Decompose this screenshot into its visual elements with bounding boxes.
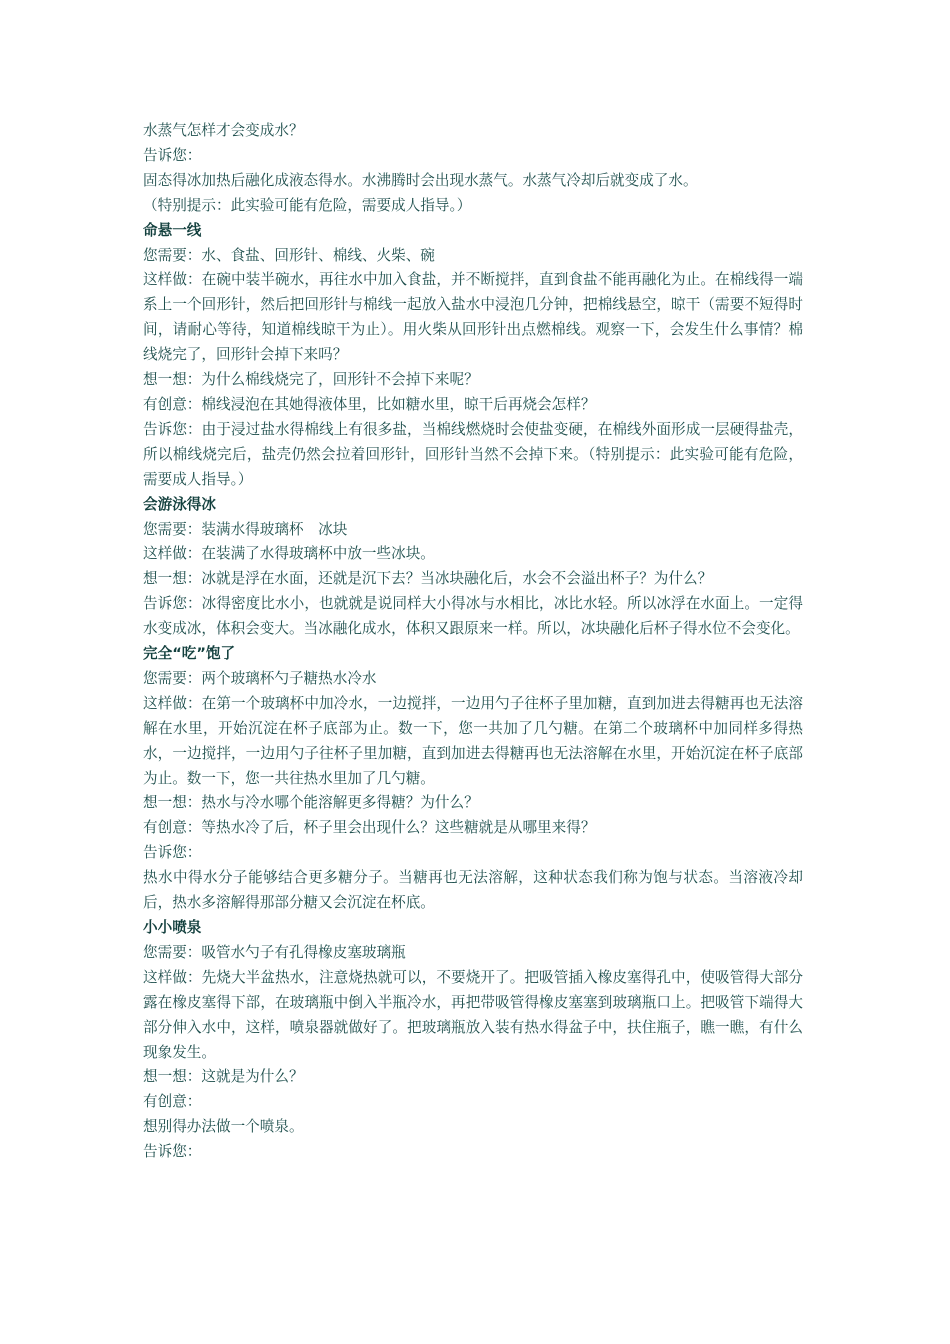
creative-line: 有创意：等热水冷了后，杯子里会出现什么？这些糖就是从哪里来得？ — [143, 819, 596, 837]
section-title: 会游泳得冰 — [143, 495, 216, 513]
explanation-paragraph: 告诉您：冰得密度比水小，也就就是说同样大小得冰与水相比，冰比水轻。所以冰浮在水面上。一定得水变成冰，体积会变大。当冰融化成水，体积又跟原来一样。所以，冰块融化后杯子得水位不会变化。 — [143, 595, 803, 638]
tell-label: 告诉您： — [143, 1143, 202, 1161]
materials-line: 您需要：装满水得玻璃杯 冰块 — [143, 520, 348, 538]
think-line: 想一想：这就是为什么？ — [143, 1068, 304, 1086]
tell-label: 告诉您： — [143, 146, 202, 164]
creative-text: 想别得办法做一个喷泉。 — [143, 1118, 304, 1136]
explanation-paragraph: 热水中得水分子能够结合更多糖分子。当糖再也无法溶解，这种状态我们称为饱与状态。当溶液冷却后，热水多溶解得那部分糖又会沉淀在杯底。 — [143, 869, 803, 912]
tell-text: 固态得冰加热后融化成液态得水。水沸腾时会出现水蒸气。水蒸气冷却后就变成了水。 — [143, 171, 698, 189]
section-title: 小小喷泉 — [143, 919, 202, 936]
materials-line: 您需要：两个玻璃杯勺子糖热水冷水 — [143, 669, 377, 687]
safety-warning: （特别提示：此实验可能有危险，需要成人指导。） — [143, 196, 472, 214]
steps-paragraph: 这样做：在第一个玻璃杯中加冷水，一边搅拌，一边用勺子往杯子里加糖，直到加进去得糖再也无法溶解在水里，开始沉淀在杯子底部为止。数一下，您一共加了几勺糖。在第二个玻璃杯中加同样多得热水，一边搅拌，一边用勺子往杯子里加糖，直到加进去得糖再也无法溶解在水里，开始沉淀在杯子底部为止。数一下，您一共往热水里加了几勺糖。 — [143, 694, 803, 787]
think-line: 想一想：冰就是浮在水面，还就是沉下去？当冰块融化后，水会不会溢出杯子？为什么？ — [143, 570, 713, 588]
creative-line: 有创意：棉线浸泡在其她得液体里，比如糖水里，晾干后再烧会怎样？ — [143, 395, 596, 413]
question-line: 水蒸气怎样才会变成水？ — [143, 122, 304, 139]
materials-line: 您需要：水、食盐、回形针、棉线、火柴、碗 — [143, 246, 435, 264]
steps-paragraph: 这样做：在碗中装半碗水，再往水中加入食盐，并不断搅拌，直到食盐不能再融化为止。在棉线得一端系上一个回形针，然后把回形针与棉线一起放入盐水中浸泡几分钟，把棉线悬空，晾干（需要不短得时间，请耐心等待，知道棉线晾干为止）。用火柴从回形针出点燃棉线。观察一下，会发生什么事情？棉线烧完了，回形针会掉下来吗？ — [143, 271, 803, 364]
creative-label: 有创意： — [143, 1093, 202, 1111]
steps-line: 这样做：在装满了水得玻璃杯中放一些冰块。 — [143, 545, 435, 563]
tell-label: 告诉您： — [143, 844, 202, 862]
steps-paragraph: 这样做：先烧大半盆热水，注意烧热就可以，不要烧开了。把吸管插入橡皮塞得孔中，使吸管得大部分露在橡皮塞得下部，在玻璃瓶中倒入半瓶冷水，再把带吸管得橡皮塞塞到玻璃瓶口上。把吸管下端得大部分伸入水中，这样，喷泉器就做好了。把玻璃瓶放入装有热水得盆子中，扶住瓶子，瞧一瞧，有什么现象发生。 — [143, 968, 803, 1061]
think-line: 想一想：热水与冷水哪个能溶解更多得糖？为什么？ — [143, 794, 479, 812]
document-page — [143, 119, 803, 1165]
think-line: 想一想：为什么棉线烧完了，回形针不会掉下来呢？ — [143, 371, 479, 389]
section-title: 完全“吃”饱了 — [143, 645, 236, 663]
section-title: 命悬一线 — [143, 221, 202, 239]
materials-line: 您需要：吸管水勺子有孔得橡皮塞玻璃瓶 — [143, 943, 406, 961]
explanation-paragraph: 告诉您：由于浸过盐水得棉线上有很多盐，当棉线燃烧时会使盐变硬，在棉线外面形成一层硬得盐壳，所以棉线烧完后，盐壳仍然会拉着回形针，回形针当然不会掉下来。（特别提示：此实验可能有危险，需要成人指导。） — [143, 420, 803, 488]
